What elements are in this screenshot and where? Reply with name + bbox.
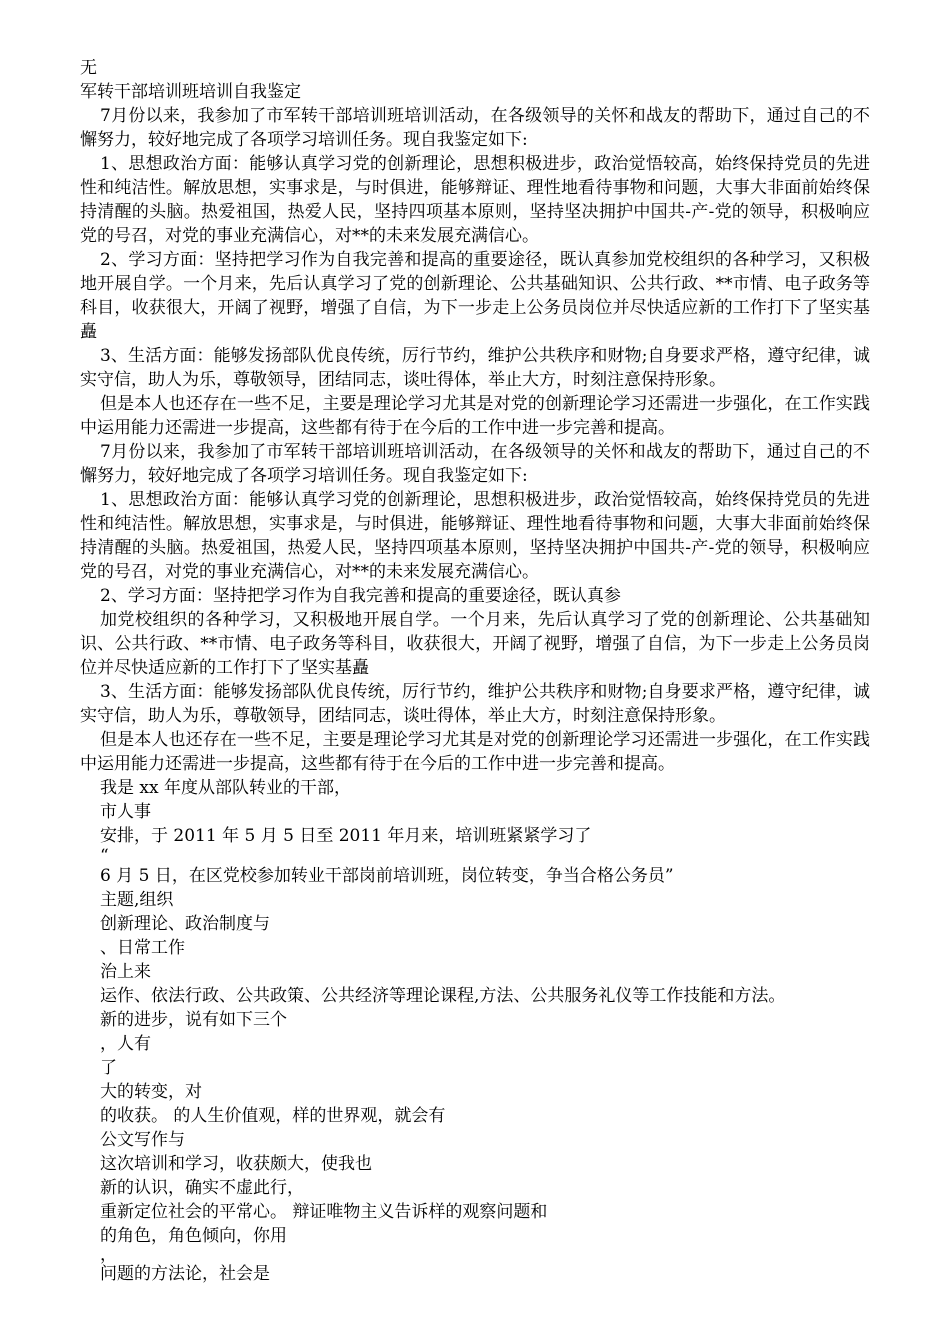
- document-title: 军转干部培训班培训自我鉴定: [80, 82, 301, 102]
- paragraph-political: 1、思想政治方面：能够认真学习党的创新理论，思想积极进步，政治觉悟较高，始终保持党员的先进性和纯洁性。解放思想，实事求是，与时俱进，能够辩证、理性地看待事物和问题，大事大非面前始终保持清醒的头脑。热爱祖国，热爱人民，坚持四项基本原则，坚持坚决拥护中国共-产-党的领导，积极响应党的号召，对党的事业充满信心，对**的未来发展充满信心。: [80, 154, 870, 246]
- fragment-line: 安排，于 2011 年 5 月 5 日至 2011 年月来，培训班紧紧学习了: [100, 826, 592, 846]
- fragment-quote-mark: “: [100, 846, 109, 866]
- paragraph-intro-repeat: 7月份以来，我参加了市军转干部培训班培训活动，在各级领导的关怀和战友的帮助下，通过自己的不懈努力，较好地完成了各项学习培训任务。现自我鉴定如下:: [80, 442, 870, 486]
- fragment-line: 的收获。 的人生价值观，样的世界观，就会有: [100, 1106, 446, 1126]
- paragraph-intro: 7月份以来，我参加了市军转干部培训班培训活动，在各级领导的关怀和战友的帮助下，通过自己的不懈努力，较好地完成了各项学习培训任务。现自我鉴定如下:: [80, 106, 870, 150]
- header-text: 无: [80, 58, 97, 78]
- fragment-line: ，人有: [100, 1034, 151, 1054]
- fragment-comma: ，: [100, 1245, 117, 1265]
- fragment-line: 运作、依法行政、公共政策、公共经济等理论课程,方法、公共服务礼仪等工作技能和方法。: [100, 986, 786, 1006]
- fragment-line: 治上来: [100, 962, 151, 982]
- paragraph-shortcomings-repeat: 但是本人也还存在一些不足，主要是理论学习尤其是对党的创新理论学习还需进一步强化，在工作实践中运用能力还需进一步提高，这些都有待于在今后的工作中进一步完善和提高。: [80, 730, 870, 774]
- paragraph-study-repeat-b: 加党校组织的各种学习，又积极地开展自学。一个月来，先后认真学习了党的创新理论、公共基础知识、公共行政、**市情、电子政务等科目，收获很大，开阔了视野，增强了自信，为下一步走上公务员岗位并尽快适应新的工作打下了坚实基矗: [80, 610, 870, 678]
- paragraph-life: 3、生活方面：能够发扬部队优良传统，厉行节约，维护公共秩序和财物;自身要求严格，遵守纪律，诚实守信，助人为乐，尊敬领导，团结同志，谈吐得体，举止大方，时刻注意保持形象。: [80, 346, 870, 390]
- fragment-line: 主题,组织: [100, 890, 174, 910]
- paragraph-life-repeat: 3、生活方面：能够发扬部队优良传统，厉行节约，维护公共秩序和财物;自身要求严格，遵守纪律，诚实守信，助人为乐，尊敬领导，团结同志，谈吐得体，举止大方，时刻注意保持形象。: [80, 682, 870, 726]
- paragraph-shortcomings: 但是本人也还存在一些不足，主要是理论学习尤其是对党的创新理论学习还需进一步强化，在工作实践中运用能力还需进一步提高，这些都有待于在今后的工作中进一步完善和提高。: [80, 394, 870, 438]
- fragment-line: 的角色，角色倾向，你用: [100, 1226, 287, 1246]
- paragraph-political-repeat: 1、思想政治方面：能够认真学习党的创新理论，思想积极进步，政治觉悟较高，始终保持党员的先进性和纯洁性。解放思想，实事求是，与时俱进，能够辩证、理性地看待事物和问题，大事大非面前始终保持清醒的头脑。热爱祖国，热爱人民，坚持四项基本原则，坚持坚决拥护中国共-产-党的领导，积极响应党的号召，对党的事业充满信心，对**的未来发展充满信心。: [80, 490, 870, 582]
- fragment-line: 公文写作与: [100, 1130, 185, 1150]
- fragment-line: 新的进步，说有如下三个: [100, 1010, 287, 1030]
- fragment-line: 新的认识，确实不虚此行，: [100, 1178, 304, 1198]
- fragment-line: 市人事: [100, 802, 151, 822]
- fragment-line: 这次培训和学习，收获颇大，使我也: [100, 1154, 372, 1174]
- fragment-line: 创新理论、政治制度与: [100, 914, 270, 934]
- fragment-line: 重新定位社会的平常心。 辩证唯物主义告诉样的观察问题和: [100, 1202, 548, 1222]
- document-page: [80, 56, 870, 1286]
- paragraph-study-repeat-a: 2、学习方面：坚持把学习作为自我完善和提高的重要途径，既认真参: [100, 586, 621, 606]
- paragraph-study: 2、学习方面：坚持把学习作为自我完善和提高的重要途径，既认真参加党校组织的各种学习，又积极地开展自学。一个月来，先后认真学习了党的创新理论、公共基础知识、公共行政、**市情、电子政务等科目，收获很大，开阔了视野，增强了自信，为下一步走上公务员岗位并尽快适应新的工作打下了坚实基矗: [80, 250, 870, 342]
- fragment-line: 我是 xx 年度从部队转业的干部，: [100, 778, 351, 798]
- fragment-line: 6 月 5 日，在区党校参加转业干部岗前培训班，岗位转变，争当合格公务员”: [100, 866, 674, 886]
- fragment-line: 大的转变，对: [100, 1082, 202, 1102]
- fragment-line: 、日常工作: [100, 938, 185, 958]
- fragment-line: 了: [100, 1058, 117, 1078]
- fragment-line: 问题的方法论，社会是: [100, 1264, 270, 1284]
